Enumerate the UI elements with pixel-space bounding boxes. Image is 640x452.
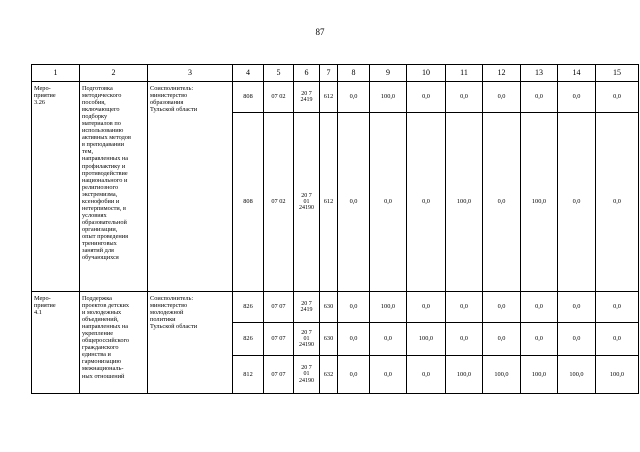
table-cell: 07 02 (264, 113, 294, 292)
table-cell: 100,0 (558, 356, 596, 394)
table-cell: 826 (233, 323, 264, 356)
table-cell: 826 (233, 292, 264, 323)
table-cell: 0,0 (338, 113, 370, 292)
table-cell: 0,0 (558, 323, 596, 356)
column-header: 11 (446, 65, 483, 82)
table-cell: 100,0 (370, 292, 407, 323)
table-cell: 612 (320, 113, 338, 292)
table-row (32, 292, 639, 323)
table-cell: 632 (320, 356, 338, 394)
column-header: 12 (483, 65, 521, 82)
column-header: 2 (80, 65, 148, 82)
table-cell: 0,0 (338, 356, 370, 394)
column-header: 13 (521, 65, 558, 82)
table-cell: 100,0 (370, 82, 407, 113)
column-header: 6 (294, 65, 320, 82)
table-cell: 0,0 (521, 82, 558, 113)
table-cell: 630 (320, 323, 338, 356)
table-cell: 0,0 (407, 113, 446, 292)
column-header: 5 (264, 65, 294, 82)
column-header: 9 (370, 65, 407, 82)
page-number: 87 (315, 27, 325, 37)
table-cell: 20 7 01 24190 (294, 323, 320, 356)
column-header: 7 (320, 65, 338, 82)
table-cell: 630 (320, 292, 338, 323)
table-cell: 100,0 (596, 356, 639, 394)
table-cell: 100,0 (446, 356, 483, 394)
table-cell: 0,0 (521, 292, 558, 323)
table-cell: 0,0 (596, 113, 639, 292)
table-cell: 0,0 (338, 323, 370, 356)
table-cell: 0,0 (596, 323, 639, 356)
table-cell: 0,0 (338, 82, 370, 113)
column-header: 14 (558, 65, 596, 82)
table-cell: 07 02 (264, 82, 294, 113)
table-cell: 0,0 (407, 82, 446, 113)
column-header: 15 (596, 65, 639, 82)
table-cell: 100,0 (483, 356, 521, 394)
table-cell: 0,0 (596, 82, 639, 113)
column-header: 3 (148, 65, 233, 82)
table-row (32, 82, 639, 113)
table-cell: 100,0 (521, 356, 558, 394)
table-cell: 808 (233, 113, 264, 292)
table-cell: 20 7 01 24190 (294, 113, 320, 292)
table-cell: 20 7 2419 (294, 82, 320, 113)
executor-cell: Соисполнитель: министерство образования Тульской области (148, 82, 233, 292)
table-cell: 0,0 (483, 82, 521, 113)
table-cell: 0,0 (407, 356, 446, 394)
table-cell: 100,0 (446, 113, 483, 292)
table-cell: 20 7 01 24190 (294, 356, 320, 394)
table-cell: 612 (320, 82, 338, 113)
table-cell: 100,0 (407, 323, 446, 356)
description-cell: Поддержка проектов детских и молодежных объединений, направленных на укрепление общероссийского гражданского единства и гармонизацию межнациональ- ных отношений (80, 292, 148, 394)
column-header: 1 (32, 65, 80, 82)
measure-cell: Меро- приятие 4.1 (32, 292, 80, 394)
table-cell: 07 07 (264, 323, 294, 356)
table-cell: 0,0 (370, 323, 407, 356)
table-cell: 0,0 (338, 292, 370, 323)
table-cell: 0,0 (558, 82, 596, 113)
table-cell: 100,0 (521, 113, 558, 292)
table-cell: 0,0 (596, 292, 639, 323)
table-cell: 808 (233, 82, 264, 113)
column-header: 8 (338, 65, 370, 82)
table-cell: 0,0 (407, 292, 446, 323)
table-cell: 20 7 2419 (294, 292, 320, 323)
table-cell: 0,0 (446, 292, 483, 323)
budget-table (31, 64, 639, 394)
table-cell: 812 (233, 356, 264, 394)
header-row (32, 65, 639, 82)
table-cell: 0,0 (558, 113, 596, 292)
description-cell: Подготовка методического пособия, включающего подборку материалов по использованию активных методов в преподавании тем, направленных на профилактику и противодействие национального и религиозного экстремизма, ксенофобии и нетерпимости, в условиях образовательной организации, опыт проведения тренинговых занятий для обучающихся (80, 82, 148, 292)
table-cell: 0,0 (483, 113, 521, 292)
measure-cell: Меро- приятие 3.26 (32, 82, 80, 292)
table-cell: 0,0 (483, 323, 521, 356)
table-cell: 0,0 (370, 113, 407, 292)
table-cell: 0,0 (446, 323, 483, 356)
table-cell: 0,0 (521, 323, 558, 356)
table-cell: 0,0 (483, 292, 521, 323)
table-cell: 0,0 (558, 292, 596, 323)
table-cell: 0,0 (370, 356, 407, 394)
column-header: 10 (407, 65, 446, 82)
table-cell: 07 07 (264, 292, 294, 323)
table-cell: 07 07 (264, 356, 294, 394)
executor-cell: Соисполнитель: министерство молодежной политики Тульской области (148, 292, 233, 394)
table-cell: 0,0 (446, 82, 483, 113)
column-header: 4 (233, 65, 264, 82)
